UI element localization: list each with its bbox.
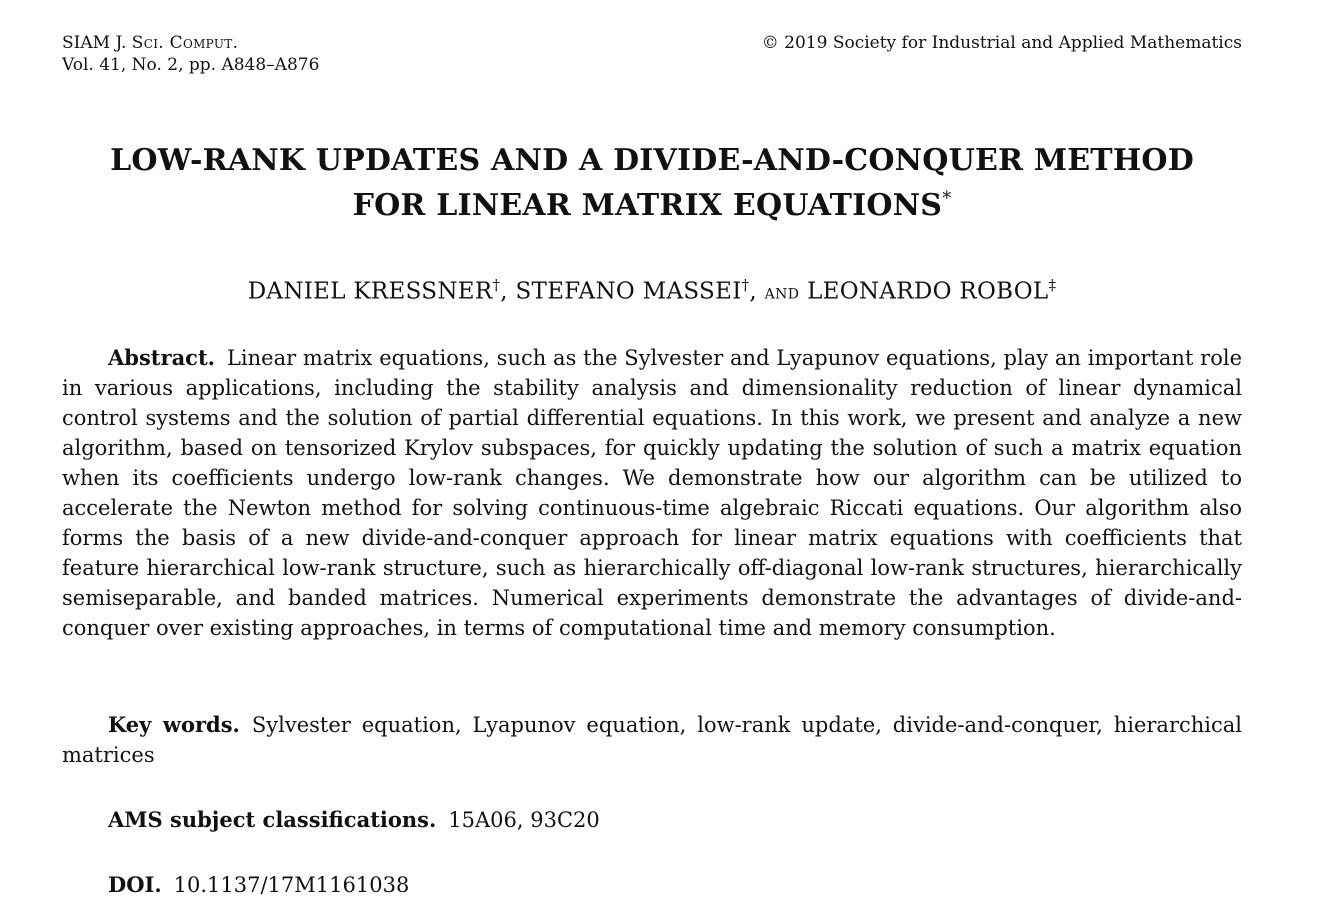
author-1: DANIEL KRESSNER xyxy=(247,278,493,305)
abstract-label: Abstract. xyxy=(108,345,215,370)
keywords-text: Sylvester equation, Lyapunov equation, low-rank update, divide-and-conquer, hierarchical matrices xyxy=(62,713,1242,767)
paper-page xyxy=(62,32,1242,897)
author-2: STEFANO MASSEI xyxy=(515,278,742,305)
journal-info xyxy=(62,32,319,76)
author-3-mark: ‡ xyxy=(1048,276,1057,294)
journal-name-smallcaps: Sci. Comput. xyxy=(131,33,239,53)
ams-label: AMS subject classifications. xyxy=(108,807,437,832)
title-line-2-text: FOR LINEAR MATRIX EQUATIONS xyxy=(352,188,943,223)
author-2-mark: † xyxy=(741,276,750,294)
ams-text: 15A06, 93C20 xyxy=(448,808,600,832)
paper-title xyxy=(62,142,1242,225)
ams-section xyxy=(62,805,1242,835)
title-line-1: LOW-RANK UPDATES AND A DIVIDE-AND-CONQUER METHOD xyxy=(110,143,1194,178)
copyright-notice: © 2019 Society for Industrial and Applied Mathematics xyxy=(761,33,1242,53)
doi-text: 10.1137/17M1161038 xyxy=(173,873,410,897)
abstract-section xyxy=(62,343,1242,643)
journal-name-prefix: SIAM J. xyxy=(62,33,127,53)
keywords-section xyxy=(62,710,1242,770)
author-3: LEONARDO ROBOL xyxy=(807,278,1049,305)
author-list xyxy=(62,270,1242,307)
title-footnote-mark: * xyxy=(942,188,952,209)
doi-section xyxy=(62,870,1242,900)
abstract-text: Linear matrix equations, such as the Sylvester and Lyapunov equations, play an important role in various applications, including the stability analysis and dimensionality reduction of linear dynamical control systems and the solution of partial differential equations. In this work, we present and analyze a new algorithm, based on tensorized Krylov subspaces, for quickly updating the solution of such a matrix equation when its coefficients undergo low-rank changes. We demonstrate how our algorithm can be utilized to accelerate the Newton method for solving continuous-time algebraic Riccati equations. Our algorithm also forms the basis of a new divide-and-conquer approach for linear matrix equations with coefficients that feature hierarchical low-rank structure, such as hierarchically off-diagonal low-rank structures, hierarchically semiseparable, and banded matrices. Numerical experiments demonstrate the advantages of divide-and-conquer over existing approaches, in terms of computational time and memory consumption. xyxy=(62,346,1242,640)
author-separator-1: , xyxy=(500,278,516,305)
journal-header xyxy=(62,32,1242,82)
author-1-mark: † xyxy=(492,276,501,294)
keywords-label: Key words. xyxy=(108,712,240,737)
doi-label: DOI. xyxy=(108,872,162,897)
journal-line-1 xyxy=(62,32,319,54)
journal-volume: Vol. 41, No. 2, pp. A848–A876 xyxy=(62,55,320,75)
author-conjunction: and xyxy=(764,279,800,304)
author-separator-2: , xyxy=(749,278,765,305)
title-line-2 xyxy=(62,180,1242,225)
